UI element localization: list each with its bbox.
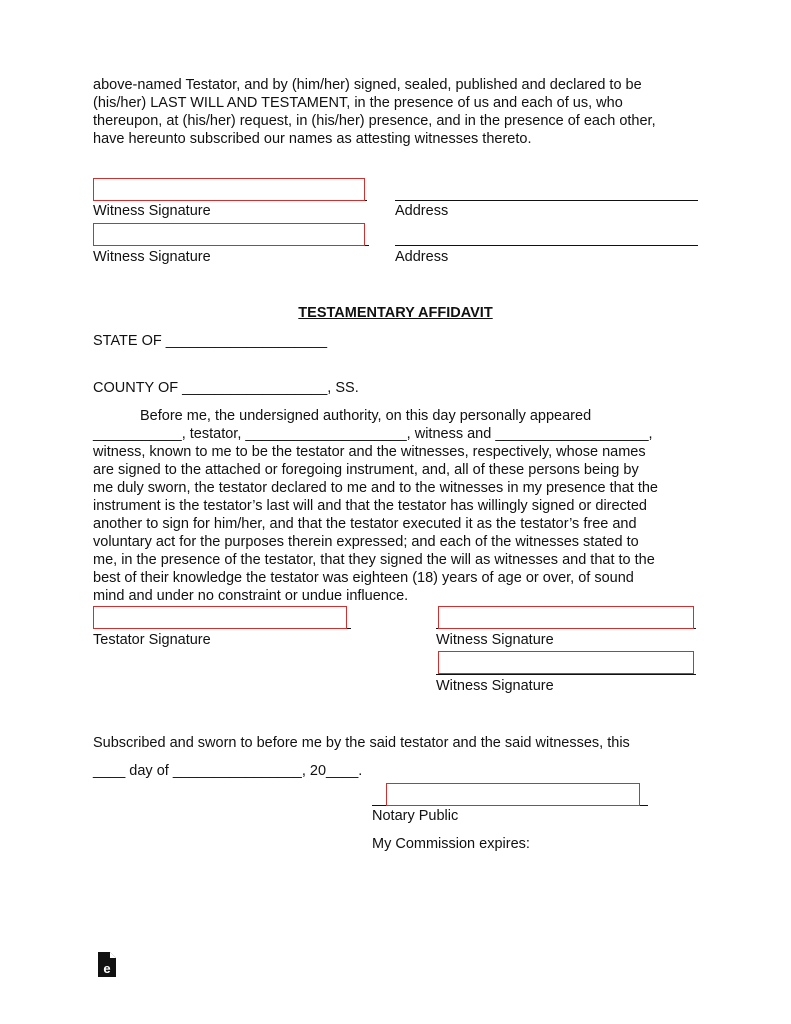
affidavit-line: voluntary act for the purposes therein expressed; and each of the witnesses stated to	[93, 534, 639, 550]
affidavit-line: best of their knowledge the testator was eighteen (18) years of age or over, of sound	[93, 570, 634, 586]
intro-line: (his/her) LAST WILL AND TESTAMENT, in the presence of us and each of us, who	[93, 95, 623, 111]
affidavit-title-text: TESTAMENTARY AFFIDAVIT	[298, 305, 493, 321]
eforms-logo-icon	[97, 952, 117, 978]
notary-signature-field[interactable]	[386, 783, 640, 806]
affidavit-line: ___________, testator, ____________________, witness and ___________________,	[93, 426, 653, 442]
affidavit-line: are signed to the attached or foregoing instrument, and, all of these persons being by	[93, 462, 639, 478]
date-line: ____ day of ________________, 20____.	[93, 763, 363, 779]
svg-text:e: e	[103, 961, 111, 976]
witness-signature-label-b: Witness Signature	[436, 678, 554, 694]
testator-signature-label: Testator Signature	[93, 632, 211, 648]
witness-signature-field-a[interactable]	[438, 606, 694, 629]
affidavit-line: instrument is the testator’s last will and that the testator has willingly signed or directed	[93, 498, 647, 514]
intro-line: above-named Testator, and by (him/her) signed, sealed, published and declared to be	[93, 77, 642, 93]
testator-signature-field[interactable]	[93, 606, 347, 629]
commission-expires-label: My Commission expires:	[372, 836, 530, 852]
affidavit-line: me duly sworn, the testator declared to me and to the witnesses in my presence that the	[93, 480, 658, 496]
affidavit-line: mind and under no constraint or undue influence.	[93, 588, 409, 604]
affidavit-line: witness, known to me to be the testator and the witnesses, respectively, whose names	[93, 444, 646, 460]
witness-signature-field-1[interactable]	[93, 178, 365, 201]
witness-signature-label-1: Witness Signature	[93, 203, 211, 219]
affidavit-line: me, in the presence of the testator, that they signed the will as witnesses and that to the	[93, 552, 655, 568]
intro-paragraph	[93, 76, 703, 148]
witness-signature-field-2[interactable]	[93, 223, 365, 246]
witness-signature-line-b	[436, 674, 696, 675]
address-label-2: Address	[395, 249, 449, 265]
witness-signature-field-b[interactable]	[438, 651, 694, 674]
affidavit-line: another to sign for him/her, and that the testator executed it as the testator’s free and	[93, 516, 637, 532]
affidavit-line: Before me, the undersigned authority, on this day personally appeared	[140, 408, 592, 424]
witness-signature-label-a: Witness Signature	[436, 632, 554, 648]
subscribed-line: Subscribed and sworn to before me by the said testator and the said witnesses, this	[93, 735, 630, 751]
witness-signature-label-2: Witness Signature	[93, 249, 211, 265]
affidavit-paragraph	[93, 407, 703, 605]
intro-line: have hereunto subscribed our names as attesting witnesses thereto.	[93, 131, 532, 147]
intro-line: thereupon, at (his/her) request, in (his/her) presence, and in the presence of each other,	[93, 113, 656, 129]
affidavit-title	[0, 305, 791, 321]
notary-public-label: Notary Public	[372, 808, 459, 824]
address-label-1: Address	[395, 203, 449, 219]
address-line-1[interactable]	[395, 200, 698, 201]
address-line-2[interactable]	[395, 245, 698, 246]
county-line: COUNTY OF __________________, SS.	[93, 380, 359, 396]
state-line: STATE OF ____________________	[93, 333, 328, 349]
